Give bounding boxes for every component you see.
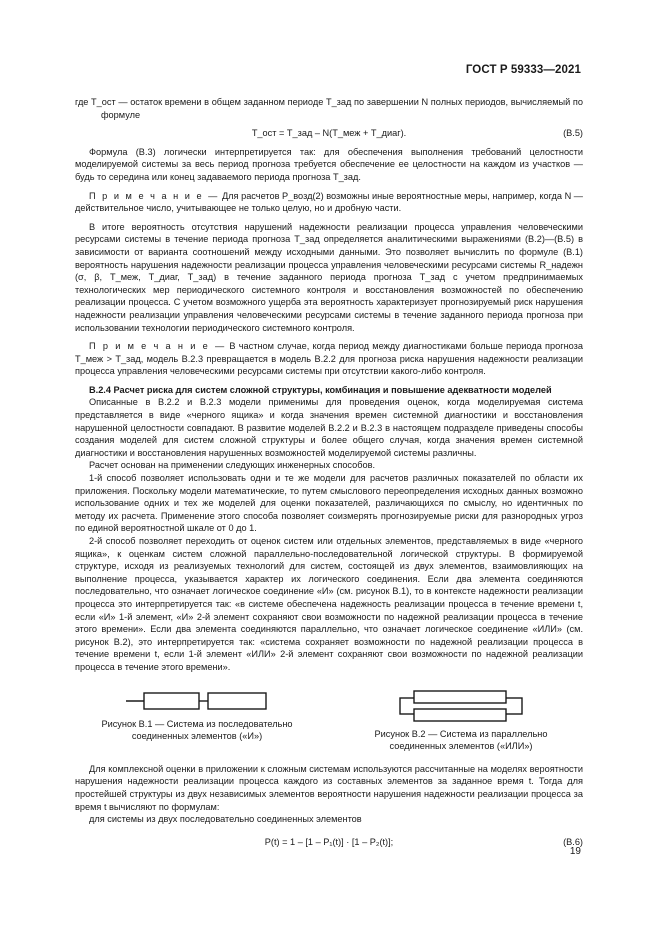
where-label: где T_ост — — [75, 97, 128, 107]
figure-b1-caption-line1: Рисунок В.1 — Система из последовательно — [101, 718, 293, 729]
note-2 — [75, 340, 583, 378]
note-2-text: В частном случае, когда период между диагностиками больше периода прогноза T_меж > T_зад, модель В.2.3 превращается в модель В.2.2 для прогноза риска нарушения надежности реализации процесса управления человеческими ресурсами системы при отсутствии какого-либо контроля. — [75, 341, 583, 377]
figure-b2 — [341, 690, 581, 753]
parallel-diagram — [396, 690, 526, 722]
formula-b5-expression: T_ост = T_зад – N(T_меж + T_диаг). — [251, 128, 407, 139]
note-2-label: П р и м е ч а н и е — — [89, 341, 227, 352]
paragraph-method-2: 2-й способ позволяет переходить от оценок систем или отдельных элементов, представляемых в виде «черного ящика», к оценкам систем сложной параллельно-последовательной логической структуры. В формируемой структуре, исходя из реализуемых технологий для систем, состоящей из двух элементов, взаимовлияющих на выполнение процесса, указывается характер их логического соединения. Если два элемента соединяются последовательно, что означает логическое соединение «И» (см. рисунок В.1), то в контексте надежности реализации процесса это интерпретируется так: «в системе обеспечена надежность реализации процесса в течение времени t, если «И» 1-й элемент, «И» 2-й элемент сохраняют свои возможности по надежной реализации процесса в течение этого времени». Если два элемента соединяются параллельно, что означает логическое соединение «ИЛИ» (см. рисунок В.2), это интерпретируется так: «система сохраняет возможности по надежной реализации процесса в течение времени t, если 1-й элемент «ИЛИ» 2-й элемент сохраняют свои возможности по надежной реализации процесса в течение этого времени». — [75, 536, 583, 672]
standard-header: ГОСТ Р 59333—2021 — [465, 64, 581, 76]
paragraph-result: В итоге вероятность отсутствия нарушений надежности реализации процесса управления человеческими ресурсами системы в течение периода прогноза T_зад определяется аналитическими выражениями (В.2)—(В.5) в зависимости от варианта соотношений между исходными данными. Это позволяет вычислить по формуле (В.1) вероятность нарушения надежности реализации процесса управления человеческими ресурсами системы R_надежн (σ, β, T_меж, T_диаг, T_зад) в течение заданного периода прогноза T_зад с учетом предпринимаемых технологических мер периодического системного контроля и восстановления возможностей по обеспечению реализации процесса. С учетом возможного ущерба эта вероятность характеризует прогнозируемый риск нарушения надежности реализации управления человеческими ресурсами системы в течение заданного периода прогноза при использовании технологии периодического системного контроля. — [75, 221, 583, 333]
paragraph-complex: Для комплексной оценки в приложении к сложным системам используются рассчитанные на моделях вероятности нарушения надежности реализации процесса каждого из составных элементов за заданное время t. Тогда для простейшей структуры из двух независимых элементов вероятности нарушения надежности реализации процесса за время t вычисляют по формулам: — [75, 763, 583, 812]
figure-b1 — [77, 690, 317, 753]
page-number: 19 — [569, 846, 581, 857]
formula-b6 — [75, 836, 583, 849]
section-title: В.2.4 Расчет риска для систем сложной структуры, комбинация и повышение адекватности моделей — [89, 384, 552, 395]
figure-b1-caption — [101, 718, 292, 743]
paragraph-method-1: 1-й способ позволяет использовать одни и те же модели для расчетов различных показателей по области их приложения. Поскольку модели математические, то путем смыслового переопределения исходных данных возможно использование одних и тех же моделей для оценки показателей, различающихся по смыслу, но идентичных по методу их расчета. Применение этого способа позволяет соизмерять прогнозируемые риски для разнородных угроз по единой вероятностной шкале от 0 до 1. — [75, 473, 583, 534]
note-1-label: П р и м е ч а н и е — — [89, 190, 220, 201]
formula-b6-number: (В.6) — [563, 836, 583, 847]
where-text: остаток времени в общем заданном периоде T_зад по завершении N полных периодов, вычисляемый по формуле — [101, 97, 583, 120]
paragraph-basis: Расчет основан на применении следующих инженерных способов. — [89, 460, 376, 471]
paragraph-models: Описанные в В.2.2 и В.2.3 модели применимы для проведения оценок, когда моделируемая система представляется в виде «черного ящика» и когда значения времен системной диагностики и восстановления нарушенной целостности совпадают. В развитие моделей В.2.2 и В.2.3 в настоящем подразделе приведены способы создания моделей для систем сложной структуры и более общего случая, когда значения времен системной диагностики и восстановления нарушенных возможностей моделируемой системы различны. — [75, 397, 583, 458]
figure-b2-caption-line1: Рисунок В.2 — Система из параллельно — [374, 728, 548, 739]
formula-b5-number: (В.5) — [563, 128, 583, 139]
where-definition — [75, 96, 583, 121]
figure-b1-caption-line2: соединенных элементов («И») — [131, 731, 263, 742]
paragraph-b3: Формула (В.3) логически интерпретируется так: для обеспечения выполнения требований целостности моделируемой системы за весь период прогноза требуется обеспечение ее целостности на каждом из участков — будь то середина или конец задаваемого периода прогноза T_зад. — [75, 146, 583, 182]
note-1-text: Для расчетов P_возд(2) возможны иные вероятностные меры, например, когда N — действительное число, учитывающее не только целую, но и дробную части. — [75, 190, 583, 214]
figures-row — [75, 690, 583, 753]
figure-b2-caption — [375, 728, 548, 753]
paragraph-serial: для системы из двух последовательно соединенных элементов — [89, 814, 362, 825]
page-content — [75, 96, 583, 854]
note-1 — [75, 190, 583, 215]
formula-b6-expression: P(t) = 1 – [1 – P₁(t)] · [1 – P₂(t)]; — [264, 836, 394, 847]
figure-b2-caption-line2: соединенных элементов («ИЛИ») — [389, 741, 533, 752]
series-diagram — [122, 690, 272, 712]
formula-b5 — [75, 127, 583, 140]
